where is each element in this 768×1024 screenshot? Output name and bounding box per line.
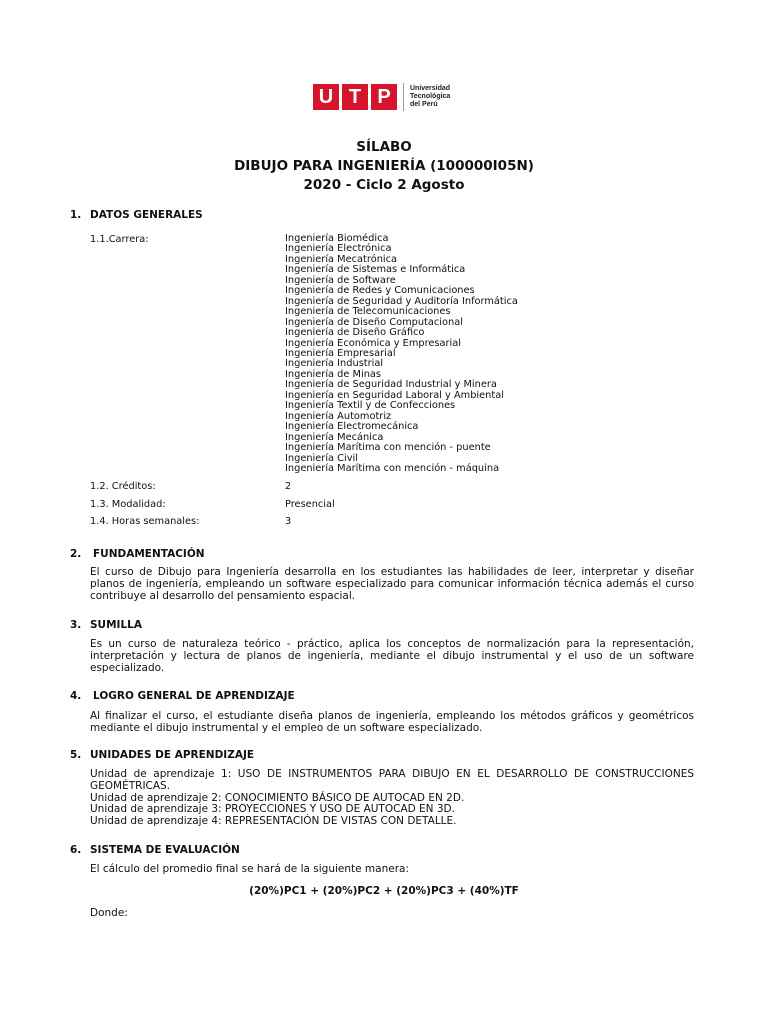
unidades-list [90, 769, 694, 828]
modalidad-value: Presencial [285, 499, 335, 510]
career-item: Ingeniería de Sistemas e Informática [285, 264, 466, 276]
career-item: Ingeniería Mecánica [285, 431, 384, 443]
logo-letter-p: P [371, 84, 397, 110]
section-heading-4 [70, 690, 295, 702]
course-term: 2020 - Ciclo 2 Agosto [303, 177, 465, 193]
career-item: Ingeniería de Diseño Computacional [285, 316, 463, 328]
section-number: 3. [70, 619, 82, 631]
logo-line-2: Tecnológica [410, 93, 451, 100]
section-title: LOGRO GENERAL DE APRENDIZAJE [93, 690, 295, 702]
fundamentacion-text: El curso de Dibujo para Ingeniería desarrolla en los estudiantes las habilidades de leer, interpretar y diseñar planos de ingeniería, empleando un software especializado para comunicar información técnica además el curso contribuye al desarrollo del pensamiento espacial. [90, 566, 694, 602]
section-title: UNIDADES DE APRENDIZAJE [90, 749, 255, 761]
horas-value: 3 [285, 516, 292, 527]
section-title: SISTEMA DE EVALUACIÓN [90, 844, 240, 856]
career-item: Ingeniería de Seguridad Industrial y Minera [285, 379, 497, 391]
section-number: 6. [70, 844, 82, 856]
career-item: Ingeniería Biomédica [285, 233, 389, 244]
evaluacion-donde: Donde: [90, 907, 128, 919]
section-title: DATOS GENERALES [90, 209, 203, 221]
career-item: Ingeniería Marítima con mención - puente [285, 442, 491, 454]
unidad-item: Unidad de aprendizaje 3: PROYECCIONES Y USO DE AUTOCAD EN 3D. [90, 803, 455, 816]
unidad-item: Unidad de aprendizaje 1: USO DE INSTRUMENTOS PARA DIBUJO EN EL DESARROLLO DE CONSTRUCCIONES GEOMÉTRICAS. [90, 768, 694, 792]
utp-logo [313, 82, 450, 112]
horas-label: 1.4. Horas semanales: [90, 516, 200, 527]
career-item: Ingeniería Mecatrónica [285, 253, 398, 265]
section-heading-6 [70, 844, 240, 856]
career-item: Ingeniería de Seguridad y Auditoría Informática [285, 295, 518, 307]
sumilla-text: Es un curso de naturaleza teórico - práctico, aplica los conceptos de normalización para la representación, interpretación y lectura de planos de ingeniería, mediante el dibujo instrumental y el uso de un software especializado. [90, 638, 694, 674]
section-number: 5. [70, 749, 82, 761]
career-item: Ingeniería de Minas [285, 368, 382, 380]
section-number: 2. [70, 548, 82, 560]
career-item: Ingeniería Electromecánica [285, 421, 419, 433]
career-item: Ingeniería Electrónica [285, 243, 392, 255]
section-number: 4. [70, 690, 82, 702]
career-item: Ingeniería Civil [285, 452, 358, 464]
section-title: FUNDAMENTACIÓN [93, 548, 205, 560]
career-item: Ingeniería Empresarial [285, 347, 396, 359]
career-item: Ingeniería de Telecomunicaciones [285, 306, 451, 318]
course-title: DIBUJO PARA INGENIERÍA (100000I05N) [234, 158, 534, 174]
creditos-label: 1.2. Créditos: [90, 481, 156, 492]
career-item: Ingeniería Marítima con mención - máquina [285, 462, 500, 474]
section-heading-2 [70, 548, 205, 560]
evaluacion-intro: El cálculo del promedio final se hará de la siguiente manera: [90, 863, 409, 875]
career-item: Ingeniería de Software [285, 274, 396, 286]
section-number: 1. [70, 209, 82, 221]
unidad-item: Unidad de aprendizaje 2: CONOCIMIENTO BÁSICO DE AUTOCAD EN 2D. [90, 791, 465, 804]
logo-divider [403, 83, 404, 111]
logro-text: Al finalizar el curso, el estudiante diseña planos de ingeniería, empleando los métodos gráficos y geométricos mediante el dibujo instrumental y el empleo de un software especializado. [90, 710, 694, 734]
career-item: Ingeniería de Redes y Comunicaciones [285, 285, 475, 297]
career-item: Ingeniería Económica y Empresarial [285, 337, 461, 349]
section-heading-5 [70, 749, 254, 761]
career-item: Ingeniería Textil y de Confecciones [285, 400, 456, 412]
modalidad-label: 1.3. Modalidad: [90, 499, 166, 510]
logo-line-1: Universidad [410, 85, 451, 92]
section-heading-1 [70, 209, 203, 221]
carrera-label: 1.1.Carrera: [90, 234, 149, 245]
creditos-value: 2 [285, 481, 292, 492]
evaluacion-formula: (20%)PC1 + (20%)PC2 + (20%)PC3 + (40%)TF [249, 885, 519, 897]
career-item: Ingeniería en Seguridad Laboral y Ambiental [285, 389, 504, 401]
logo-wordmark [410, 85, 450, 109]
unidad-item: Unidad de aprendizaje 4: REPRESENTACIÓN DE VISTAS CON DETALLE. [90, 815, 457, 828]
career-item: Ingeniería Industrial [285, 358, 384, 370]
logo-letter-u: U [313, 84, 339, 110]
section-title: SUMILLA [90, 619, 142, 631]
logo-line-3: del Perú [410, 101, 438, 108]
logo-letter-t: T [342, 84, 368, 110]
section-heading-3 [70, 619, 142, 631]
doc-title: SÍLABO [356, 139, 412, 155]
career-item: Ingeniería de Diseño Gráfico [285, 327, 425, 339]
careers-list [285, 234, 518, 474]
career-item: Ingeniería Automotriz [285, 410, 392, 422]
